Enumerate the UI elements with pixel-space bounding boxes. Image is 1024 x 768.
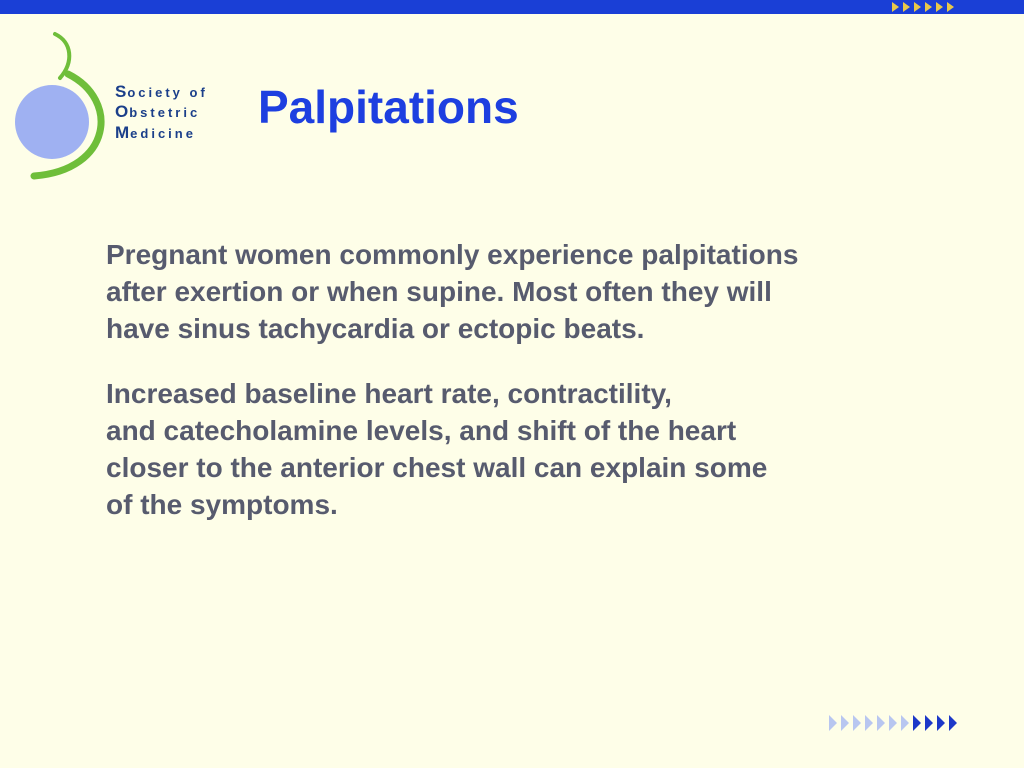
logo-name-line-1: Society of [115,82,208,101]
paragraph-1 [106,236,966,347]
paragraph-line: of the symptoms. [106,489,338,520]
logo-name-line-3: Medicine [115,123,196,142]
top-bar [0,0,1024,14]
logo-name-line-2: Obstetric [115,102,201,121]
paragraph-line: have sinus tachycardia or ectopic beats. [106,313,645,344]
logo-emblem-icon [12,30,112,180]
paragraph-line: Pregnant women commonly experience palpitations [106,239,799,270]
paragraph-line: after exertion or when supine. Most often they will [106,276,772,307]
top-arrows-icon [892,1,958,13]
next-slide-arrows-icon[interactable] [829,715,961,731]
paragraph-line: Increased baseline heart rate, contractility, [106,378,672,409]
paragraph-line: and catecholamine levels, and shift of the heart [106,415,737,446]
paragraph-2 [106,375,966,523]
paragraph-line: closer to the anterior chest wall can explain some [106,452,768,483]
slide-title: Palpitations [258,81,519,133]
society-logo [12,30,222,180]
